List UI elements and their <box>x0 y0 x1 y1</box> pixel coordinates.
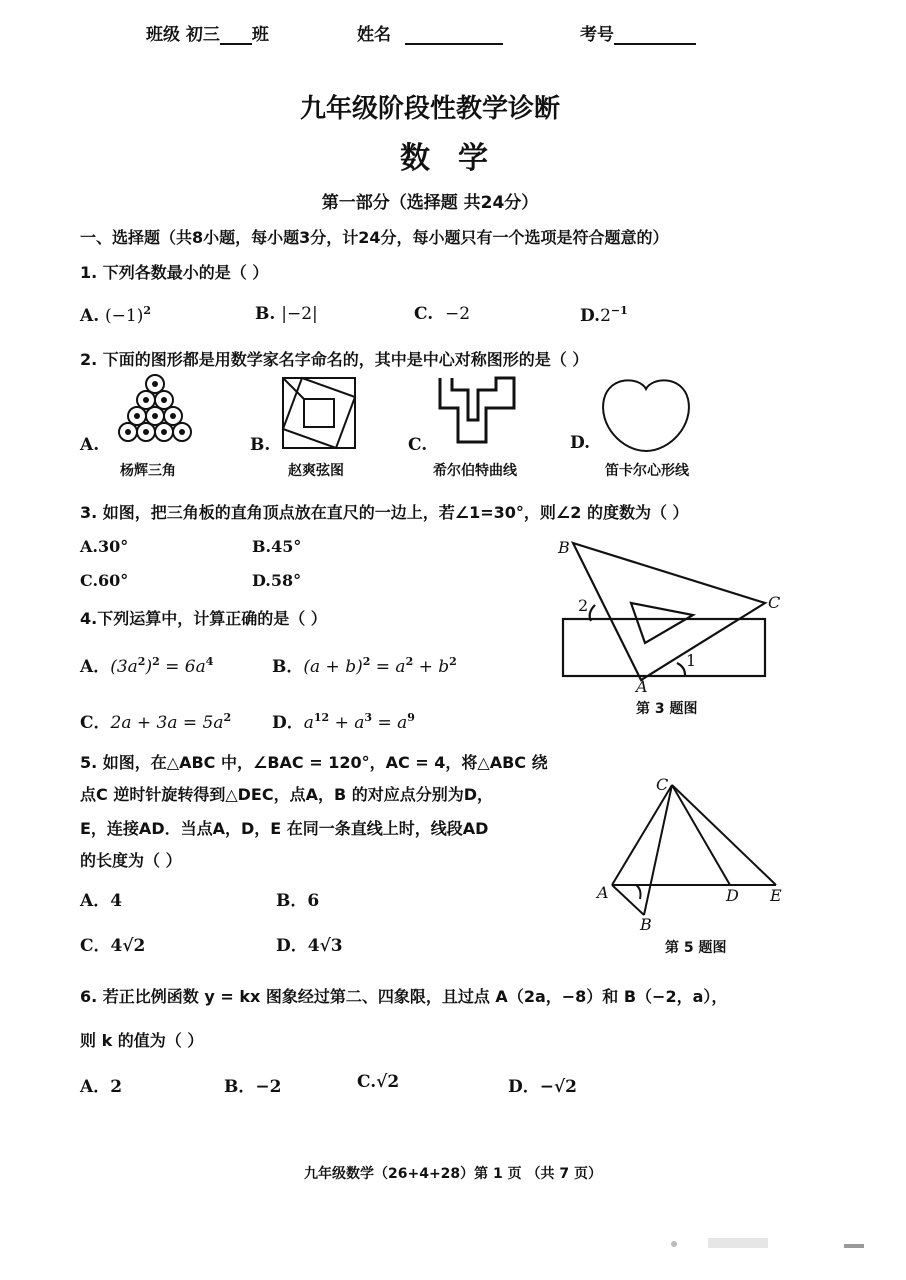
q5-option-d[interactable]: D．4√3 <box>276 936 343 956</box>
yang-hui-triangle-figure <box>110 374 200 452</box>
exam-number-blank[interactable] <box>614 27 696 45</box>
q3-label-c: C <box>768 593 781 612</box>
q2-option-b[interactable]: B. <box>250 435 271 455</box>
q1-option-b[interactable]: B. |−2| <box>255 304 318 324</box>
subject-title: 数学 <box>400 141 516 176</box>
q4-option-a[interactable]: A．$(3a^2)^2 = 6a^4$ <box>80 655 214 677</box>
q5-line-2: 点C 逆时针旋转得到△DEC，点A，B 的对应点分别为D， <box>80 785 494 804</box>
q3-figure-caption: 第 3 题图 <box>636 701 698 717</box>
part-one-heading: 第一部分（选择题 共24分） <box>321 193 539 213</box>
q2-option-c[interactable]: C. <box>408 435 428 455</box>
q2-caption-a: 杨辉三角 <box>120 463 176 479</box>
q3-label-a: A <box>636 677 648 696</box>
class-field <box>146 20 269 45</box>
q5-line-3: E，连接AD．当点A，D，E 在同一条直线上时，线段AD <box>80 819 489 838</box>
q2-caption-b: 赵爽弦图 <box>288 463 344 479</box>
section-one-heading: 一、选择题（共8小题，每小题3分，计24分，每小题只有一个选项是符合题意的） <box>80 228 669 247</box>
q5-figure-caption: 第 5 题图 <box>665 940 727 956</box>
q4-stem: 4.下列运算中，计算正确的是（ ） <box>80 609 327 628</box>
cardioid-figure <box>600 375 692 453</box>
q3-option-c[interactable]: C.60° <box>80 571 129 590</box>
q2-option-d[interactable]: D. <box>570 433 591 453</box>
q3-option-a[interactable]: A.30° <box>80 537 129 556</box>
q3-stem: 3. 如图，把三角板的直角顶点放在直尺的一边上，若∠1=30°，则∠2 的度数为（ ） <box>80 503 689 522</box>
q5-label-d: D <box>726 886 739 905</box>
name-field <box>357 20 503 45</box>
q2-caption-c: 希尔伯特曲线 <box>433 463 517 479</box>
q5-label-c: C <box>656 775 669 794</box>
zhao-shuang-diagram-figure <box>282 377 356 449</box>
q6-option-c[interactable]: C.√2 <box>357 1072 400 1092</box>
q3-option-b[interactable]: B.45° <box>252 537 302 556</box>
q6-option-d[interactable]: D．−√2 <box>508 1077 577 1097</box>
q2-caption-d: 笛卡尔心形线 <box>605 463 689 479</box>
page-footer: 九年级数学（26+4+28）第 1 页 （共 7 页） <box>303 1166 603 1182</box>
class-blank[interactable] <box>220 27 252 45</box>
class-value-prefix: 初三 <box>185 25 220 45</box>
q5-figure-rotated-triangles <box>600 775 790 935</box>
q2-stem: 2. 下面的图形都是用数学家名字命名的，其中是中心对称图形的是（ ） <box>80 350 589 369</box>
q3-label-b: B <box>558 538 570 557</box>
q1-option-a[interactable]: A. $(-1)^2$ <box>80 304 152 326</box>
hilbert-curve-figure <box>436 376 518 446</box>
q3-figure-ruler-triangle <box>555 535 785 695</box>
q6-option-a[interactable]: A．2 <box>80 1077 123 1097</box>
q5-option-b[interactable]: B．6 <box>276 891 320 911</box>
exam-title: 九年级阶段性教学诊断 <box>299 94 560 124</box>
q3-label-angle-1: 1 <box>686 651 697 670</box>
exam-number-label: 考号 <box>580 25 614 45</box>
scan-smudge-decoration <box>668 1232 868 1262</box>
q3-label-angle-2: 2 <box>578 596 589 615</box>
q5-option-c[interactable]: C．4√2 <box>80 936 146 956</box>
q5-line-1: 5. 如图，在△ABC 中，∠BAC = 120°，AC = 4，将△ABC 绕 <box>80 753 548 772</box>
q3-option-d[interactable]: D.58° <box>252 571 302 590</box>
q4-option-c[interactable]: C．$2a + 3a = 5a^2$ <box>80 711 232 733</box>
q4-option-d[interactable]: D．$a^{12} + a^3 = a^9$ <box>272 711 415 733</box>
q5-label-a: A <box>597 883 609 902</box>
q4-option-b[interactable]: B．$(a + b)^2 = a^2 + b^2$ <box>272 655 457 677</box>
q6-line-2: 则 k 的值为（ ） <box>80 1031 204 1050</box>
q2-option-a[interactable]: A. <box>80 435 100 455</box>
q1-option-d[interactable]: $D.2^{-1}$ <box>580 304 628 326</box>
q6-line-1: 6. 若正比例函数 y = kx 图象经过第二、四象限，且过点 A（2a，−8）和 B（−2，a）， <box>80 987 728 1006</box>
class-label: 班级 <box>146 25 180 45</box>
q5-line-4: 的长度为（ ） <box>80 851 182 870</box>
q6-option-b[interactable]: B．−2 <box>224 1077 282 1097</box>
q1-option-c[interactable]: C. −2 <box>414 304 471 324</box>
class-suffix: 班 <box>251 25 269 45</box>
name-label: 姓名 <box>357 25 391 45</box>
q1-stem: 1. 下列各数最小的是（ ） <box>80 263 269 282</box>
exam-number-field <box>580 20 696 45</box>
q5-label-b: B <box>640 915 652 934</box>
q5-option-a[interactable]: A．4 <box>80 891 123 911</box>
q5-label-e: E <box>770 886 782 905</box>
name-blank[interactable] <box>405 27 503 45</box>
